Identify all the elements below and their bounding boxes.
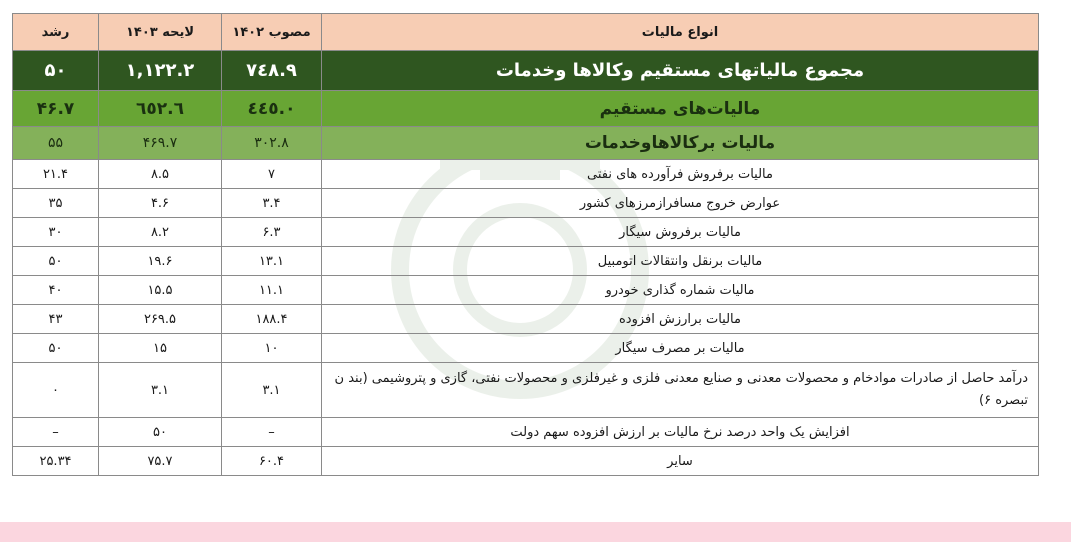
bill-1403-cell: ۸.۲ [99,218,222,247]
approved-1402-cell: ۱۰ [222,334,322,363]
tax-type-cell: مالیات برفروش سیگار [322,218,1039,247]
growth-cell: ۴۶.۷ [13,91,99,127]
growth-cell: ۵۰ [13,334,99,363]
tax-type-cell: مالیات‌های مستقیم [322,91,1039,127]
table-row [13,51,1039,91]
bill-1403-cell: ۲۶۹.۵ [99,305,222,334]
header-growth: رشد [13,14,99,51]
tax-type-cell: مالیات بر مصرف سیگار [322,334,1039,363]
approved-1402-cell: ۳.۱ [222,363,322,418]
tax-type-cell: عوارض خروج مسافرازمرزهای کشور [322,189,1039,218]
bill-1403-cell: ۱۹.۶ [99,247,222,276]
tax-revenue-table [12,13,1039,476]
approved-1402-cell: ۱۸۸.۴ [222,305,322,334]
header-tax-type: انواع مالیات [322,14,1039,51]
approved-1402-cell: ۳.۴ [222,189,322,218]
tax-type-cell: مجموع مالیاتهای مستقیم وکالاها وخدمات [322,51,1039,91]
header-bill-1403: لایحه ۱۴۰۳ [99,14,222,51]
growth-cell: ۳۵ [13,189,99,218]
table-row [13,418,1039,447]
table-row [13,91,1039,127]
bill-1403-cell: ۸.۵ [99,160,222,189]
tax-type-cell: مالیات برکالاهاوخدمات [322,127,1039,160]
table-header-row [13,14,1039,51]
bill-1403-cell: ۱۵.۵ [99,276,222,305]
table-row [13,447,1039,476]
approved-1402-cell: ۶.۳ [222,218,322,247]
tax-type-cell: درآمد حاصل از صادرات موادخام و محصولات معدنی و صنایع معدنی فلزی و غیرفلزی و محصولات نفتی، گازی و پتروشیمی (بند ن تبصره ۶) [322,363,1039,418]
tax-type-cell: مالیات برفروش فرآورده های نفتی [322,160,1039,189]
approved-1402-cell: – [222,418,322,447]
table-row [13,218,1039,247]
bill-1403-cell: ۴.۶ [99,189,222,218]
growth-cell: – [13,418,99,447]
growth-cell: ۵۰ [13,51,99,91]
approved-1402-cell: ۷ [222,160,322,189]
table-row [13,247,1039,276]
bill-1403-cell: ٦٥٢.٦ [99,91,222,127]
table-row [13,334,1039,363]
bill-1403-cell: ۵۰ [99,418,222,447]
header-approved-1402: مصوب ۱۴۰۲ [222,14,322,51]
approved-1402-cell: ۳۰۲.۸ [222,127,322,160]
tax-type-cell: افزایش یک واحد درصد نرخ مالیات بر ارزش افزوده سهم دولت [322,418,1039,447]
bill-1403-cell: ۴۶۹.۷ [99,127,222,160]
growth-cell: ۲۱.۴ [13,160,99,189]
bill-1403-cell: ۱۵ [99,334,222,363]
table-row [13,127,1039,160]
table-row [13,305,1039,334]
approved-1402-cell: ۶۰.۴ [222,447,322,476]
tax-type-cell: مالیات برارزش افزوده [322,305,1039,334]
bill-1403-cell: ۳.۱ [99,363,222,418]
approved-1402-cell: ۱۳.۱ [222,247,322,276]
growth-cell: ۵۵ [13,127,99,160]
growth-cell: ۴۳ [13,305,99,334]
table-row [13,363,1039,418]
table-row [13,160,1039,189]
growth-cell: ۴۰ [13,276,99,305]
tax-type-cell: مالیات شماره گذاری خودرو [322,276,1039,305]
bill-1403-cell: ۱,۱۲۲.۲ [99,51,222,91]
bill-1403-cell: ۷۵.۷ [99,447,222,476]
growth-cell: ۰ [13,363,99,418]
table-row [13,276,1039,305]
tax-type-cell: مالیات برنقل وانتقالات اتومبیل [322,247,1039,276]
bottom-band [0,522,1071,542]
growth-cell: ۵۰ [13,247,99,276]
approved-1402-cell: ۷٤۸.۹ [222,51,322,91]
approved-1402-cell: ٤٤٥.٠ [222,91,322,127]
growth-cell: ۳۰ [13,218,99,247]
table-row [13,189,1039,218]
tax-type-cell: سایر [322,447,1039,476]
growth-cell: ۲۵.۳۴ [13,447,99,476]
approved-1402-cell: ۱۱.۱ [222,276,322,305]
